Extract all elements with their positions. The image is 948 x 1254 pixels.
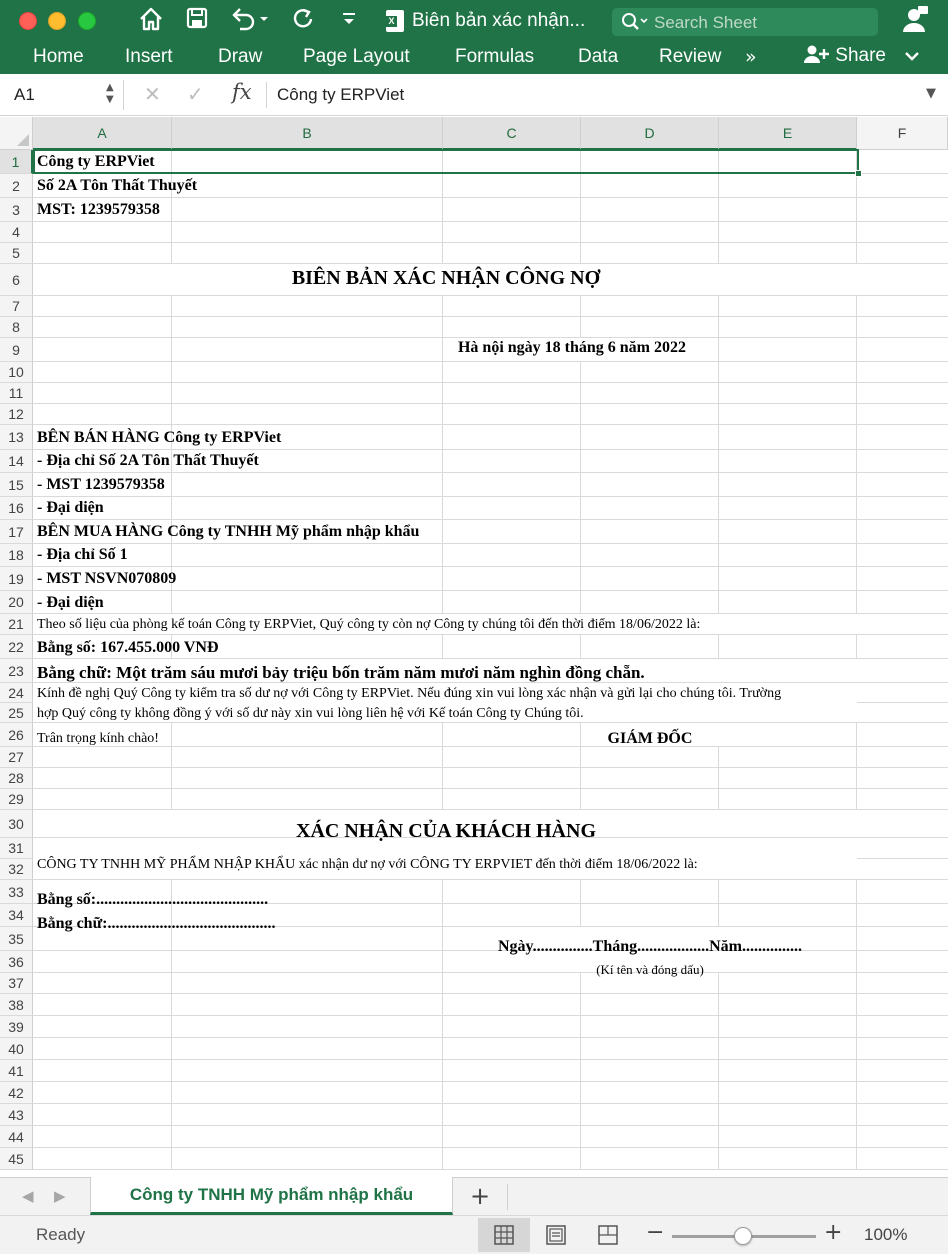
row-header-43[interactable]: 43 [0,1104,33,1126]
column-header-c[interactable]: C [443,117,581,150]
expand-formula-bar-icon[interactable]: ▼ [926,86,936,101]
row-header-12[interactable]: 12 [0,404,33,425]
amount-in-numbers[interactable]: Bằng số: 167.455.000 VNĐ [37,639,219,656]
document-date[interactable]: Hà nội ngày 18 tháng 6 năm 2022 [457,339,687,356]
sign-and-stamp-note[interactable]: (Kí tên và đóng dấu) [596,962,704,977]
row-header-16[interactable]: 16 [0,497,33,520]
row-header-21[interactable]: 21 [0,614,33,635]
sheet-tab-bar [0,1177,948,1215]
cell-a15[interactable]: - MST 1239579358 [37,476,165,493]
zoom-in-button[interactable]: + [824,1220,843,1245]
row-header-42[interactable]: 42 [0,1082,33,1104]
tab-page-layout[interactable]: Page Layout [303,46,410,67]
share-label: Share [835,45,886,66]
tab-insert[interactable]: Insert [125,46,173,67]
close-window-button[interactable] [19,12,37,30]
share-button[interactable] [804,44,886,67]
row-header-26[interactable]: 26 [0,723,33,747]
column-header-e[interactable]: E [719,117,857,150]
status-bar [0,1215,948,1254]
normal-view-button[interactable] [478,1218,530,1252]
row-header-3[interactable]: 3 [0,198,33,222]
cancel-edit-icon[interactable]: ✕ [144,82,161,106]
sheet-tab-divider [507,1184,508,1210]
tab-data[interactable]: Data [578,46,619,67]
fill-handle[interactable] [855,170,862,177]
row-header-29[interactable]: 29 [0,789,33,810]
worksheet-grid[interactable] [0,117,948,1177]
grid-view-icon [494,1225,514,1245]
page-layout-view-button[interactable] [530,1218,582,1252]
excel-doc-icon: X [386,10,404,32]
tab-draw[interactable]: Draw [218,46,263,67]
row-header-28[interactable]: 28 [0,768,33,789]
save-icon[interactable] [185,6,209,37]
tab-home[interactable]: Home [33,46,84,67]
row-header-11[interactable]: 11 [0,383,33,404]
signature-date-line[interactable]: Ngày...............Tháng..................Năm............... [497,938,803,955]
row-header-18[interactable]: 18 [0,544,33,567]
column-header-d[interactable]: D [581,117,719,150]
row-header-32[interactable]: 32 [0,859,33,880]
cell-a24[interactable]: Kính đề nghị Quý Công ty kiểm tra số dư nợ với Công ty ERPViet. Nếu đúng xin vui lòng xác nhận và gửi lại cho chúng tôi. Trường [37,686,782,701]
row-header-45[interactable]: 45 [0,1148,33,1170]
row-header-19[interactable]: 19 [0,567,33,591]
row-header-6[interactable]: 6 [0,264,33,296]
column-header-a[interactable]: A [33,117,172,150]
cell-a1[interactable]: Công ty ERPViet [37,153,155,170]
row-header-13[interactable]: 13 [0,425,33,450]
row-header-2[interactable]: 2 [0,174,33,198]
document-heading[interactable]: BIÊN BẢN XÁC NHẬN CÔNG NỢ [291,267,601,289]
row-header-22[interactable]: 22 [0,635,33,659]
formula-bar [0,74,948,116]
cell-a16[interactable]: - Đại diện [37,499,104,516]
row-header-14[interactable]: 14 [0,450,33,473]
name-box-stepper-icon[interactable]: ▲ ▼ [106,82,114,105]
search-placeholder: Search Sheet [654,13,758,32]
name-box-value: A1 [14,85,35,104]
customer-confirmation-heading[interactable]: XÁC NHẬN CỦA KHÁCH HÀNG [296,820,596,842]
row-header-24[interactable]: 24 [0,683,33,703]
column-header-b[interactable]: B [172,117,443,150]
sheet-tab-active[interactable] [90,1177,453,1215]
page-layout-icon [546,1225,566,1245]
row-header-30[interactable]: 30 [0,810,33,838]
customize-toolbar-icon[interactable] [340,6,358,42]
status-text: Ready [36,1225,86,1244]
collapse-ribbon-icon[interactable] [904,44,920,71]
director-signature-label[interactable]: GIÁM ĐỐC [607,730,693,747]
home-icon[interactable] [138,6,164,39]
confirm-edit-icon[interactable]: ✓ [187,82,204,106]
page-break-icon [598,1225,618,1245]
row-header-41[interactable]: 41 [0,1060,33,1082]
select-all-button[interactable] [0,117,33,150]
zoom-out-button[interactable]: − [646,1220,665,1245]
row-header-31[interactable]: 31 [0,838,33,859]
row-header-35[interactable]: 35 [0,927,33,951]
row-header-5[interactable]: 5 [0,243,33,264]
cell-a17[interactable]: BÊN MUA HÀNG Công ty TNHH Mỹ phẩm nhập khẩu [37,523,420,540]
row-header-9[interactable]: 9 [0,338,33,362]
cell-a33[interactable]: Bằng số:........................................... [37,891,269,908]
cell-a3[interactable]: MST: 1239579358 [37,201,160,218]
row-header-37[interactable]: 37 [0,973,33,994]
row-header-44[interactable]: 44 [0,1126,33,1148]
add-sheet-button[interactable]: + [470,1182,491,1210]
row-header-34[interactable]: 34 [0,904,33,927]
row-header-20[interactable]: 20 [0,591,33,614]
sheet-tab-label: Công ty TNHH Mỹ phẩm nhập khẩu [129,1185,414,1204]
row-header-1[interactable]: 1 [0,150,33,174]
row-header-7[interactable]: 7 [0,296,33,317]
name-box[interactable] [6,80,124,110]
row-header-40[interactable]: 40 [0,1038,33,1060]
search-icon [620,10,650,39]
row-header-17[interactable]: 17 [0,520,33,544]
cell-a13[interactable]: BÊN BÁN HÀNG Công ty ERPViet [37,429,282,446]
search-sheet-input[interactable] [612,8,878,36]
tab-formulas[interactable]: Formulas [455,46,535,67]
cell-a21[interactable]: Theo số liệu của phòng kế toán Công ty ERPViet, Quý công ty còn nợ Công ty chúng tôi đến thời điểm 18/06/2022 là: [37,617,701,632]
title-bar [0,0,948,74]
active-cell-selection [33,149,859,174]
row-header-38[interactable]: 38 [0,994,33,1016]
cell-a20[interactable]: - Đại diện [37,594,104,611]
zoom-slider-thumb[interactable] [734,1227,752,1245]
row-header-23[interactable]: 23 [0,659,33,683]
row-header-25[interactable]: 25 [0,703,33,723]
document-title: Biên bản xác nhận... [412,10,586,31]
undo-icon[interactable] [230,6,270,39]
cell-a31[interactable]: CÔNG TY TNHH MỸ PHẨM NHẬP KHẨU xác nhận dư nợ với CÔNG TY ERPVIET đến thời điểm 18/06/2022 là: [37,857,698,872]
row-header-27[interactable]: 27 [0,747,33,768]
insert-function-icon[interactable]: fx [232,80,252,104]
cell-a2[interactable]: Số 2A Tôn Thất Thuyết [37,177,198,194]
more-tabs-button[interactable]: » [745,46,757,68]
zoom-level[interactable]: 100% [864,1225,908,1244]
share-icon [804,44,830,64]
prev-sheet-icon[interactable]: ◀ [22,1187,34,1205]
amount-in-words[interactable]: Bằng chữ: Một trăm sáu mươi bảy triệu bốn trăm năm mươi năm nghìn đồng chẵn. [37,663,645,682]
formula-bar-divider [266,82,267,108]
tab-review[interactable]: Review [659,46,722,67]
row-header-36[interactable]: 36 [0,951,33,973]
cell-a25[interactable]: hợp Quý công ty không đồng ý với số dư này xin vui lòng liên hệ với Kế toán Công ty Chúng tôi. [37,706,584,721]
zoom-window-button[interactable] [78,12,96,30]
profile-icon[interactable] [902,6,928,34]
cell-a19[interactable]: - MST NSVN070809 [37,570,177,587]
redo-icon[interactable] [290,6,316,39]
row-header-4[interactable]: 4 [0,222,33,243]
cell-a18[interactable]: - Địa chỉ Số 1 [37,546,128,563]
cell-a26[interactable]: Trân trọng kính chào! [37,731,159,746]
column-header-f[interactable]: F [857,117,948,150]
minimize-window-button[interactable] [48,12,66,30]
row-header-39[interactable]: 39 [0,1016,33,1038]
next-sheet-icon[interactable]: ▶ [54,1187,66,1205]
row-header-8[interactable]: 8 [0,317,33,338]
cell-a14[interactable]: - Địa chỉ Số 2A Tôn Thất Thuyết [37,452,259,469]
row-header-10[interactable]: 10 [0,362,33,383]
row-header-15[interactable]: 15 [0,473,33,497]
cell-a34[interactable]: Bằng chữ:.......................................... [37,915,276,932]
formula-input[interactable]: Công ty ERPViet [277,85,405,104]
row-header-33[interactable]: 33 [0,880,33,904]
page-break-view-button[interactable] [582,1218,634,1252]
